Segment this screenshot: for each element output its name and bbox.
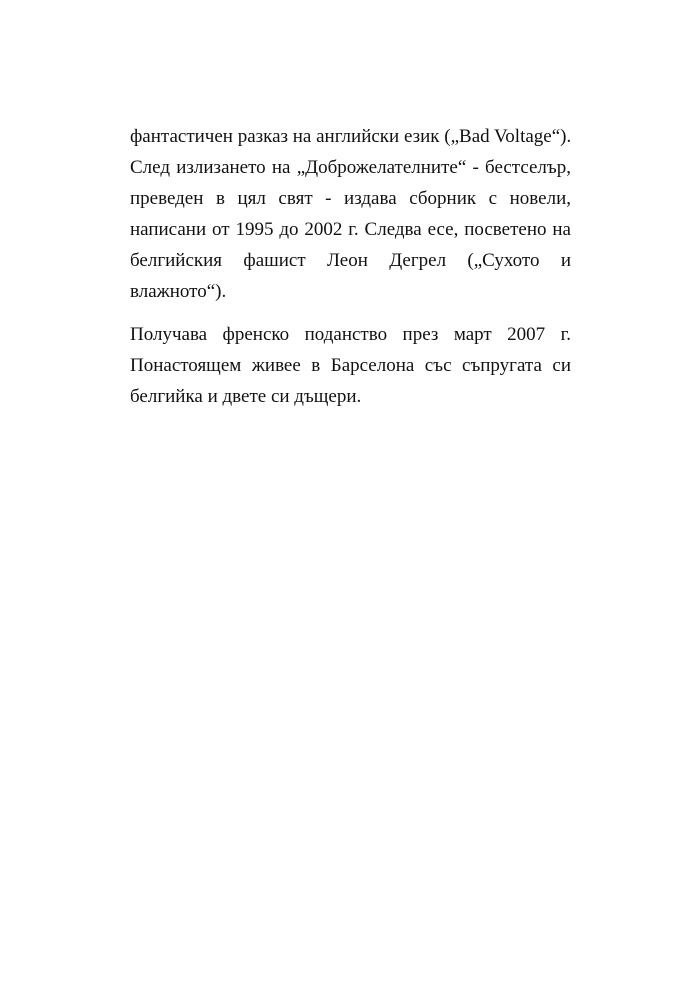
text-line: белгийка и двете си дъщери. [130,386,362,407]
paragraph-1 [130,121,571,307]
text-line: белгийския фашист Леон Дегрел („Сухото и [130,250,571,271]
text-line: фантастичен разказ на английски език („Bad Voltage“). [130,126,572,147]
text-line: Получава френско поданство през март 2007 г. [130,324,571,345]
text-line: След излизането на „Доброжелателните“ - бестселър, [130,157,571,178]
paragraph-2 [130,319,571,412]
text-line: преведен в цял свят - издава сборник с новели, [130,188,571,209]
text-line: Понастоящем живее в Барселона със съпругата си [130,355,571,376]
text-line: влажното“). [130,281,227,302]
text-line: написани от 1995 до 2002 г. Следва есе, посветено на [130,219,571,240]
body-text [130,121,571,412]
